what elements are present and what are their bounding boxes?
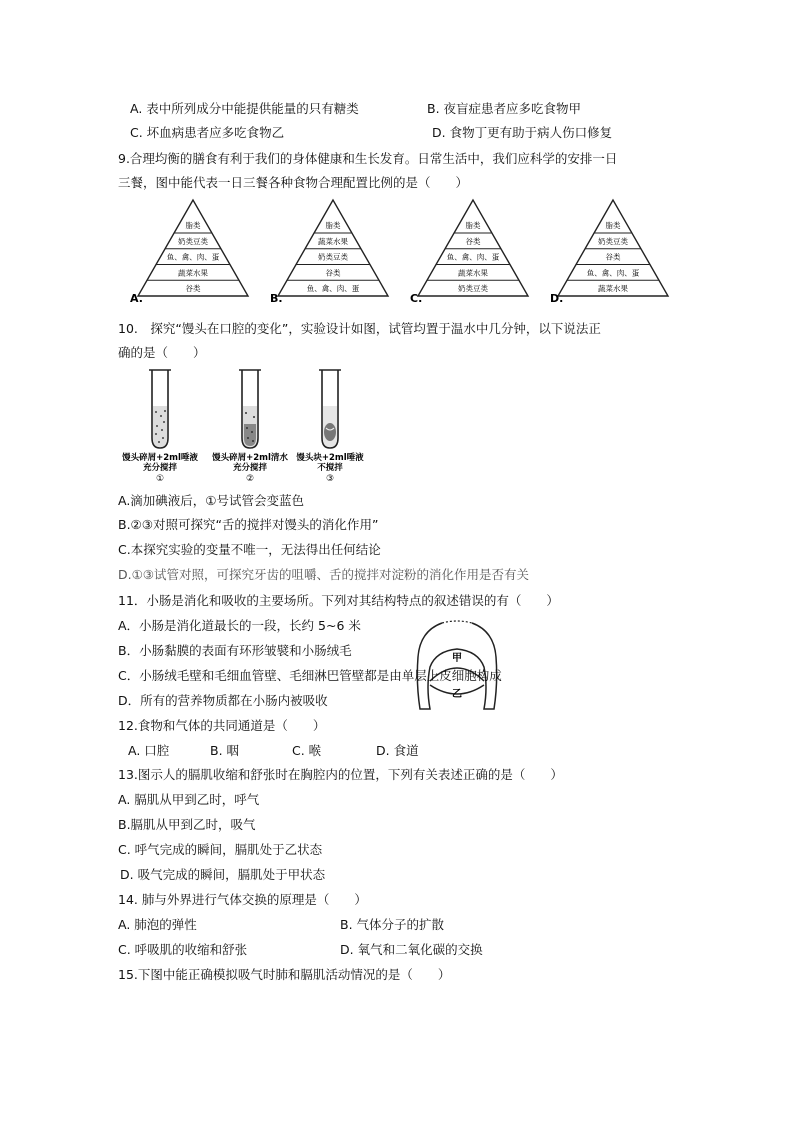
- q8-option-c: C. 坏血病患者应多吃食物乙: [130, 125, 285, 140]
- test-tube-3: [319, 370, 341, 448]
- q14-option-c: C. 呼吸肌的收缩和舒张: [118, 942, 248, 957]
- food-pyramid-a: [130, 200, 248, 305]
- pyramid-option-label: B.: [270, 292, 283, 305]
- pyramid-option-label: D.: [550, 292, 564, 305]
- q12-option-d: D. 食道: [376, 743, 419, 758]
- pyramid-layer-label: 蔬菜水果: [598, 284, 628, 294]
- pyramid-layer-label: 谷类: [325, 268, 341, 278]
- food-pyramid-b: [270, 200, 388, 305]
- food-pyramid-d: [550, 200, 668, 305]
- q12-stem: 12.食物和气体的共同通道是（ ）: [118, 718, 326, 733]
- tube-3-number: ③: [325, 474, 335, 484]
- pyramid-layer-label: 脂类: [605, 221, 621, 231]
- q13-option-a: A. 膈肌从甲到乙时，呼气: [118, 792, 260, 807]
- q13-option-b: B.膈肌从甲到乙时，吸气: [118, 817, 256, 832]
- pyramid-layer-label: 奶类豆类: [178, 236, 208, 246]
- q10-stem-line1: 10. 探究“馒头在口腔的变化”，实验设计如图，试管均置于温水中几分钟，以下说法正: [118, 321, 601, 336]
- q10-option-a: A.滴加碘液后，①号试管会变蓝色: [118, 493, 305, 508]
- diaphragm-label-yi: 乙: [452, 689, 462, 700]
- tube-1-caption: 馒头碎屑+2ml唾液: [122, 453, 198, 463]
- pyramid-layer-label: 鱼、禽、肉、蛋: [306, 284, 360, 294]
- tube-2-caption: 馒头碎屑+2ml清水: [212, 453, 288, 463]
- q14-option-b: B. 气体分子的扩散: [340, 917, 445, 932]
- food-pyramids-figure: [120, 196, 680, 308]
- q8-option-b: B. 夜盲症患者应多吃食物甲: [427, 101, 582, 116]
- pyramid-layer-label: 谷类: [605, 252, 621, 262]
- q10-option-b: B.②③对照可探究“舌的搅拌对馒头的消化作用”: [118, 517, 379, 532]
- test-tube-2: [239, 370, 261, 448]
- pyramid-layer-label: 鱼、禽、肉、蛋: [586, 268, 640, 278]
- food-pyramid-c: [410, 200, 528, 305]
- tube-2-caption-2: 充分搅拌: [232, 463, 268, 473]
- q14-stem: 14. 肺与外界进行气体交换的原理是（ ）: [118, 892, 367, 907]
- q9-stem-line2: 三餐，图中能代表一日三餐各种食物合理配置比例的是（ ）: [118, 175, 469, 190]
- q10-option-d: D.①③试管对照，可探究牙齿的咀嚼、舌的搅拌对淀粉的消化作用是否有关: [118, 567, 530, 582]
- q10-stem-line2: 确的是（ ）: [118, 345, 206, 360]
- q11-option-c: C．小肠绒毛壁和毛细血管壁、毛细淋巴管壁都是由单层上皮细胞构成: [118, 668, 502, 683]
- pyramid-option-label: A.: [130, 292, 143, 305]
- q10-option-c: C.本探究实验的变量不唯一，无法得出任何结论: [118, 542, 381, 557]
- pyramid-layer-label: 奶类豆类: [318, 252, 348, 262]
- q8-option-d: D. 食物丁更有助于病人伤口修复: [432, 125, 613, 140]
- q9-stem-line1: 9.合理均衡的膳食有利于我们的身体健康和生长发育。日常生活中，我们应科学的安排一日: [118, 151, 618, 166]
- diaphragm-label-jia: 甲: [452, 653, 462, 664]
- q11-option-b: B．小肠黏膜的表面有环形皱襞和小肠绒毛: [118, 643, 352, 658]
- tube-1-number: ①: [155, 474, 165, 484]
- pyramid-layer-label: 奶类豆类: [458, 284, 488, 294]
- tube-3-caption-2: 不搅拌: [317, 463, 343, 473]
- q13-option-c: C. 呼气完成的瞬间，膈肌处于乙状态: [118, 842, 323, 857]
- pyramid-layer-label: 脂类: [465, 221, 481, 231]
- test-tubes-figure: [118, 366, 368, 484]
- q11-option-a: A．小肠是消化道最长的一段，长约 5~6 米: [118, 618, 361, 633]
- q12-option-b: B. 咽: [210, 743, 240, 758]
- pyramid-layer-label: 谷类: [185, 284, 201, 294]
- test-tube-1: [149, 370, 171, 448]
- pyramid-layer-label: 蔬菜水果: [458, 268, 488, 278]
- q13-option-d: D. 吸气完成的瞬间，膈肌处于甲状态: [120, 867, 326, 882]
- pyramid-layer-label: 鱼、禽、肉、蛋: [166, 252, 220, 262]
- q11-option-d: D．所有的营养物质都在小肠内被吸收: [118, 693, 328, 708]
- tube-1-caption-2: 充分搅拌: [142, 463, 178, 473]
- tube-3-caption: 馒头块+2ml唾液: [296, 453, 364, 463]
- q12-option-c: C. 喉: [292, 743, 322, 758]
- pyramid-layer-label: 脂类: [325, 221, 341, 231]
- pyramid-layer-label: 脂类: [185, 221, 201, 231]
- q13-stem: 13.图示人的膈肌收缩和舒张时在胸腔内的位置，下列有关表述正确的是（ ）: [118, 767, 563, 782]
- pyramid-option-label: C.: [410, 292, 423, 305]
- pyramid-layer-label: 谷类: [465, 236, 481, 246]
- q14-option-a: A. 肺泡的弹性: [118, 917, 197, 932]
- q12-option-a: A. 口腔: [128, 743, 170, 758]
- pyramid-layer-label: 奶类豆类: [598, 236, 628, 246]
- q11-stem: 11．小肠是消化和吸收的主要场所。下列对其结构特点的叙述错误的有（ ）: [118, 593, 559, 608]
- q8-option-a: A. 表中所列成分中能提供能量的只有糖类: [130, 101, 359, 116]
- q15-stem: 15.下图中能正确模拟吸气时肺和膈肌活动情况的是（ ）: [118, 967, 451, 982]
- pyramid-layer-label: 鱼、禽、肉、蛋: [446, 252, 500, 262]
- tube-2-number: ②: [245, 474, 255, 484]
- pyramid-layer-label: 蔬菜水果: [178, 268, 208, 278]
- pyramid-layer-label: 蔬菜水果: [318, 236, 348, 246]
- q14-option-d: D. 氧气和二氧化碳的交换: [340, 942, 483, 957]
